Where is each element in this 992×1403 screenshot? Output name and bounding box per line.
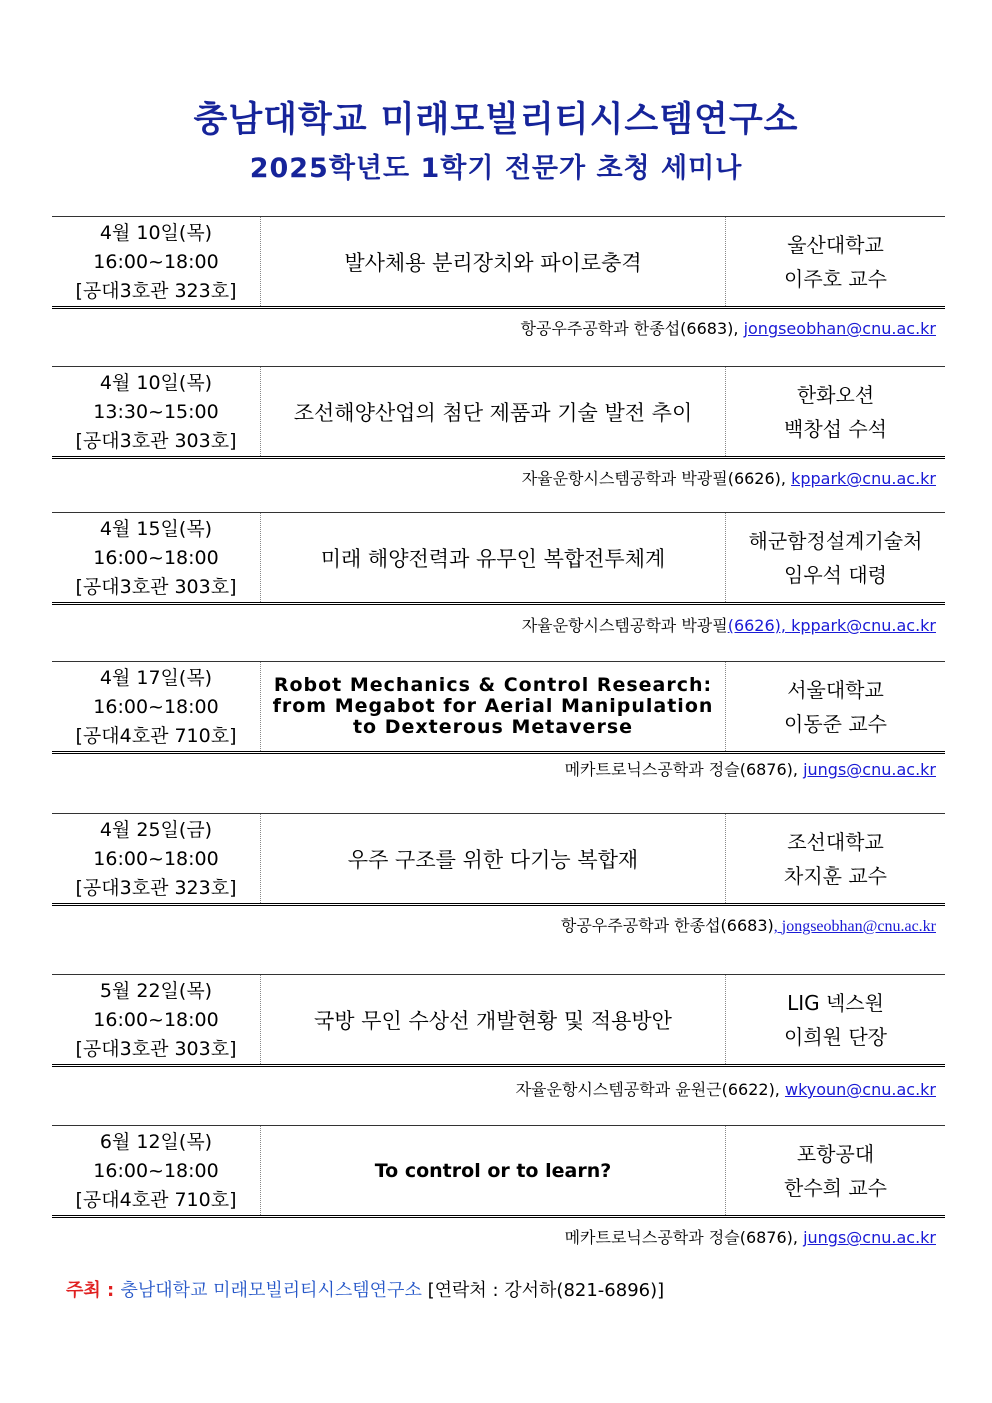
email-link[interactable]: kppark@cnu.ac.kr	[791, 616, 936, 635]
seminar-place: [공대4호관 710호]	[75, 725, 237, 747]
seminar-place: [공대3호관 303호]	[75, 576, 237, 598]
schedule-cell	[52, 814, 261, 903]
footer-host-line	[66, 1276, 664, 1302]
seminar-time: 16:00~18:00	[93, 251, 219, 273]
speaker-name: 차지훈 교수	[784, 863, 887, 888]
contact-phone-link[interactable]: (6626),	[727, 616, 792, 635]
seminar-title-line: Robot Mechanics & Control Research:	[273, 674, 713, 696]
page-subtitle: 2025학년도 1학기 전문가 초청 세미나	[249, 153, 743, 184]
speaker-name: 이희원 단장	[784, 1024, 887, 1049]
speaker-name: 이동준 교수	[784, 711, 887, 736]
contact-line	[565, 757, 936, 780]
seminar-time: 16:00~18:00	[93, 696, 219, 718]
email-link[interactable]: wkyoun@cnu.ac.kr	[784, 1080, 936, 1099]
host-contact: [연락처 : 강서하(821-6896)]	[427, 1280, 665, 1301]
speaker-name: 이주호 교수	[784, 266, 887, 291]
contact-phone-link[interactable]: ,	[773, 918, 782, 935]
speaker-cell	[726, 662, 945, 751]
schedule-cell	[52, 975, 261, 1064]
host-label: 주최 :	[66, 1280, 121, 1301]
seminar-title-line: from Megabot for Aerial Manipulation	[272, 695, 714, 717]
speaker-affiliation: 한화오션	[796, 382, 875, 407]
schedule-cell	[52, 217, 261, 306]
seminar-time: 16:00~18:00	[93, 1160, 219, 1182]
speaker-affiliation: LIG 넥스원	[787, 990, 884, 1015]
schedule-cell	[52, 367, 261, 456]
seminar-title	[261, 662, 726, 751]
contact-line	[565, 1225, 936, 1248]
seminar-row	[52, 366, 945, 459]
speaker-cell	[726, 513, 945, 602]
host-organization: 충남대학교 미래모빌리티시스템연구소	[120, 1280, 428, 1301]
seminar-row	[52, 512, 945, 605]
seminar-date: 6월 12일(목)	[99, 1131, 213, 1153]
seminar-row	[52, 1125, 945, 1218]
seminar-row	[52, 813, 945, 906]
seminar-date: 4월 10일(목)	[99, 372, 213, 394]
contact-text: 메카트로닉스공학과 정슬(6876),	[564, 1228, 804, 1247]
seminar-date: 4월 15일(목)	[99, 518, 213, 540]
seminar-title: 국방 무인 수상선 개발현황 및 적용방안	[261, 975, 726, 1064]
seminar-place: [공대3호관 303호]	[75, 1038, 237, 1060]
seminar-title: 조선해양산업의 첨단 제품과 기술 발전 추이	[261, 367, 726, 456]
seminar-title: 우주 구조를 위한 다기능 복합재	[261, 814, 726, 903]
email-link[interactable]: jongseobhan@cnu.ac.kr	[781, 918, 936, 935]
speaker-name: 백창섭 수석	[784, 416, 887, 441]
contact-text: 항공우주공학과 한종섭(6683),	[520, 319, 744, 338]
seminar-place: [공대4호관 710호]	[75, 1189, 237, 1211]
contact-text: 항공우주공학과 한종섭(6683)	[560, 916, 774, 935]
schedule-cell	[52, 513, 261, 602]
seminar-time: 13:30~15:00	[93, 401, 219, 423]
speaker-affiliation: 포항공대	[796, 1141, 875, 1166]
page-title: 충남대학교 미래모빌리티시스템연구소	[193, 100, 799, 140]
contact-line	[522, 466, 936, 489]
seminar-date: 4월 10일(목)	[99, 222, 213, 244]
seminar-place: [공대3호관 323호]	[75, 280, 237, 302]
contact-text: 자율운항시스템공학과 박광필(6626),	[521, 469, 792, 488]
seminar-title-line: to Dexterous Metaverse	[352, 716, 634, 738]
email-link[interactable]: jongseobhan@cnu.ac.kr	[743, 319, 936, 338]
speaker-name: 한수희 교수	[784, 1175, 887, 1200]
speaker-cell	[726, 217, 945, 306]
contact-line	[521, 316, 936, 339]
seminar-time: 16:00~18:00	[93, 547, 219, 569]
seminar-title: 발사체용 분리장치와 파이로충격	[261, 217, 726, 306]
email-link[interactable]: jungs@cnu.ac.kr	[803, 1228, 936, 1247]
seminar-title: To control or to learn?	[261, 1126, 726, 1215]
contact-line	[516, 1077, 936, 1100]
email-link[interactable]: kppark@cnu.ac.kr	[791, 469, 936, 488]
seminar-date: 4월 25일(금)	[99, 819, 213, 841]
speaker-affiliation: 울산대학교	[787, 232, 884, 257]
speaker-cell	[726, 814, 945, 903]
seminar-place: [공대3호관 323호]	[75, 877, 237, 899]
seminar-time: 16:00~18:00	[93, 848, 219, 870]
seminar-title: 미래 해양전력과 유무인 복합전투체계	[261, 513, 726, 602]
speaker-affiliation: 서울대학교	[787, 677, 884, 702]
seminar-row	[52, 216, 945, 309]
email-link[interactable]: jungs@cnu.ac.kr	[803, 760, 936, 779]
seminar-time: 16:00~18:00	[93, 1009, 219, 1031]
contact-text: 자율운항시스템공학과 윤원근(6622),	[515, 1080, 785, 1099]
speaker-cell	[726, 975, 945, 1064]
speaker-cell	[726, 1126, 945, 1215]
contact-line	[522, 613, 936, 636]
contact-text: 메카트로닉스공학과 정슬(6876),	[564, 760, 804, 779]
seminar-date: 4월 17일(목)	[99, 667, 213, 689]
contact-line	[561, 913, 936, 936]
speaker-affiliation: 조선대학교	[787, 829, 884, 854]
seminar-row	[52, 661, 945, 754]
schedule-cell	[52, 662, 261, 751]
speaker-name: 임우석 대령	[784, 562, 887, 587]
contact-text: 자율운항시스템공학과 박광필	[521, 616, 728, 635]
schedule-cell	[52, 1126, 261, 1215]
seminar-place: [공대3호관 303호]	[75, 430, 237, 452]
seminar-row	[52, 974, 945, 1067]
speaker-affiliation: 해군함정설계기술처	[748, 528, 923, 553]
seminar-date: 5월 22일(목)	[99, 980, 213, 1002]
speaker-cell	[726, 367, 945, 456]
